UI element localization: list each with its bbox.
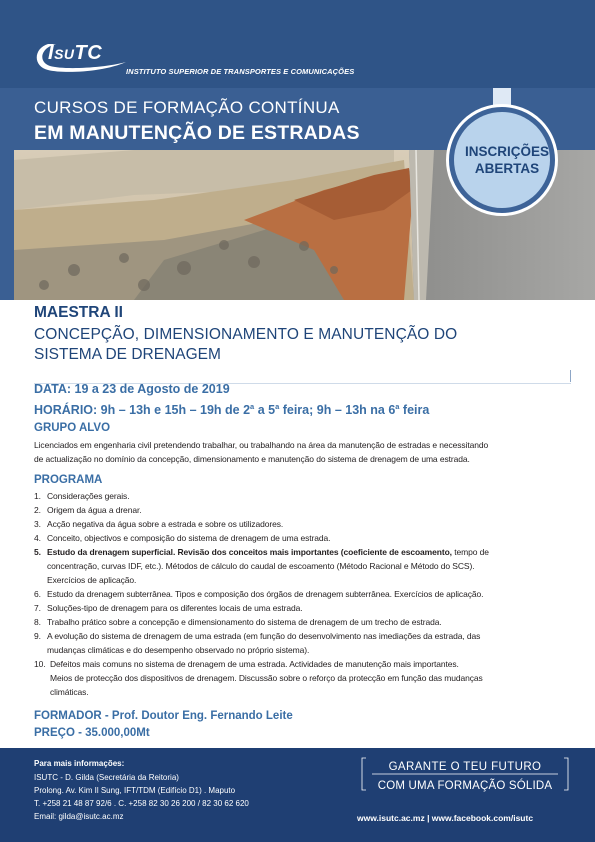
list-item: 8. Trabalho prático sobre a concepção e dimensionamento do sistema de drenagem de um trecho de estrada. — [34, 617, 442, 627]
website-links[interactable]: www.isutc.ac.mz | www.facebook.com/isutc — [357, 813, 534, 823]
course-title-line-2: SISTEMA DE DRENAGEM — [34, 346, 221, 363]
contact-address: Prolong. Av. Kim Il Sung, IFT/TDM (Edifício D1) . Maputo — [34, 786, 236, 795]
course-price: PREÇO - 35.000,00Mt — [34, 727, 150, 739]
course-title-line-1: CONCEPÇÃO, DIMENSIONAMENTO E MANUTENÇÃO DO — [34, 326, 458, 343]
course-date: DATA: 19 a 23 de Agosto de 2019 — [34, 382, 230, 396]
contact-heading: Para mais informações: — [34, 759, 125, 768]
trainer-name: FORMADOR - Prof. Doutor Eng. Fernando Leite — [34, 710, 293, 722]
target-group-text: Licenciados em engenharia civil pretendendo trabalhar, ou trabalhando na área da manutenção de estradas e necessitando de actualização no domínio da concepção, dimensionamento e manutenção do sistema de drenagem de uma estrada. — [34, 440, 489, 464]
list-item: 6. Estudo da drenagem subterrânea. Tipos e composição dos órgãos de drenagem subterrânea. Exercícios de aplicação. — [34, 589, 484, 599]
list-item: 7. Soluções-tipo de drenagem para os diferentes locais de uma estrada. — [34, 603, 303, 613]
list-item: 2. Origem da água a drenar. — [34, 505, 142, 515]
title-divider-vertical — [570, 370, 571, 382]
list-item: 5. Estudo da drenagem superficial. Revisão dos conceitos mais importantes (coeficiente de escoamento, tempo de concentração, curvas IDF, etc.). Métodos de cálculo do caudal de escoamento (Método Racional e Método do SCS). Exercícios de aplicação. — [34, 547, 489, 585]
institute-name: INSTITUTO SUPERIOR DE TRANSPORTES E COMUNICAÇÕES — [126, 67, 355, 76]
header-line-2: EM MANUTENÇÃO DE ESTRADAS — [34, 122, 360, 144]
programme-heading: PROGRAMA — [34, 474, 103, 486]
slogan-line-1: GARANTE O TEU FUTURO — [388, 761, 542, 773]
contact-person: ISUTC - D. Gilda (Secretária da Reitoria) — [34, 773, 179, 782]
target-group-heading: GRUPO ALVO — [34, 422, 111, 434]
course-hours: HORÁRIO: 9h – 13h e 15h – 19h de 2$^a$ a 5$^a$ feira; 9h – 13h na 6$^a$ feira — [34, 402, 430, 418]
badge-text-line-2: ABERTAS — [474, 161, 540, 176]
badge-inner-circle — [454, 112, 550, 208]
contact-phone: T. +258 21 48 87 92/6 . C. +258 82 30 26 200 / 82 30 62 620 — [34, 799, 249, 808]
list-item: 4. Conceito, objectivos e composição do sistema de drenagem de uma estrada. — [34, 533, 331, 543]
programme-list — [34, 489, 574, 699]
contact-email: Email: gilda@isutc.ac.mz — [34, 812, 124, 821]
list-item: 10. Defeitos mais comuns no sistema de drenagem de uma estrada. Actividades de manutenção mais importantes. Meios de protecção dos dispositivos de drenagem. Discussão sobre o reforço da protecção em função das mudanças climáticas. — [34, 659, 483, 697]
list-item: 3. Acção negativa da água sobre a estrada e sobre os utilizadores. — [34, 519, 284, 529]
registration-badge — [446, 104, 558, 216]
slogan-line-2: COM UMA FORMAÇÃO SÓLIDA — [377, 780, 553, 792]
list-item: 1. Considerações gerais. — [34, 491, 130, 501]
header-line-1: CURSOS DE FORMAÇÃO CONTÍNUA — [34, 98, 340, 117]
list-item: 9. A evolução do sistema de drenagem de uma estrada (em função do desenvolvimento nas imediações da estrada, das mudanças climáticas e do desempenho observado no próprio sistema). — [34, 631, 481, 655]
badge-text-line-1: INSCRIÇÕES — [464, 144, 549, 159]
course-module: MAESTRA II — [34, 304, 123, 321]
isutc-logo-text: ISUTC — [48, 42, 103, 64]
